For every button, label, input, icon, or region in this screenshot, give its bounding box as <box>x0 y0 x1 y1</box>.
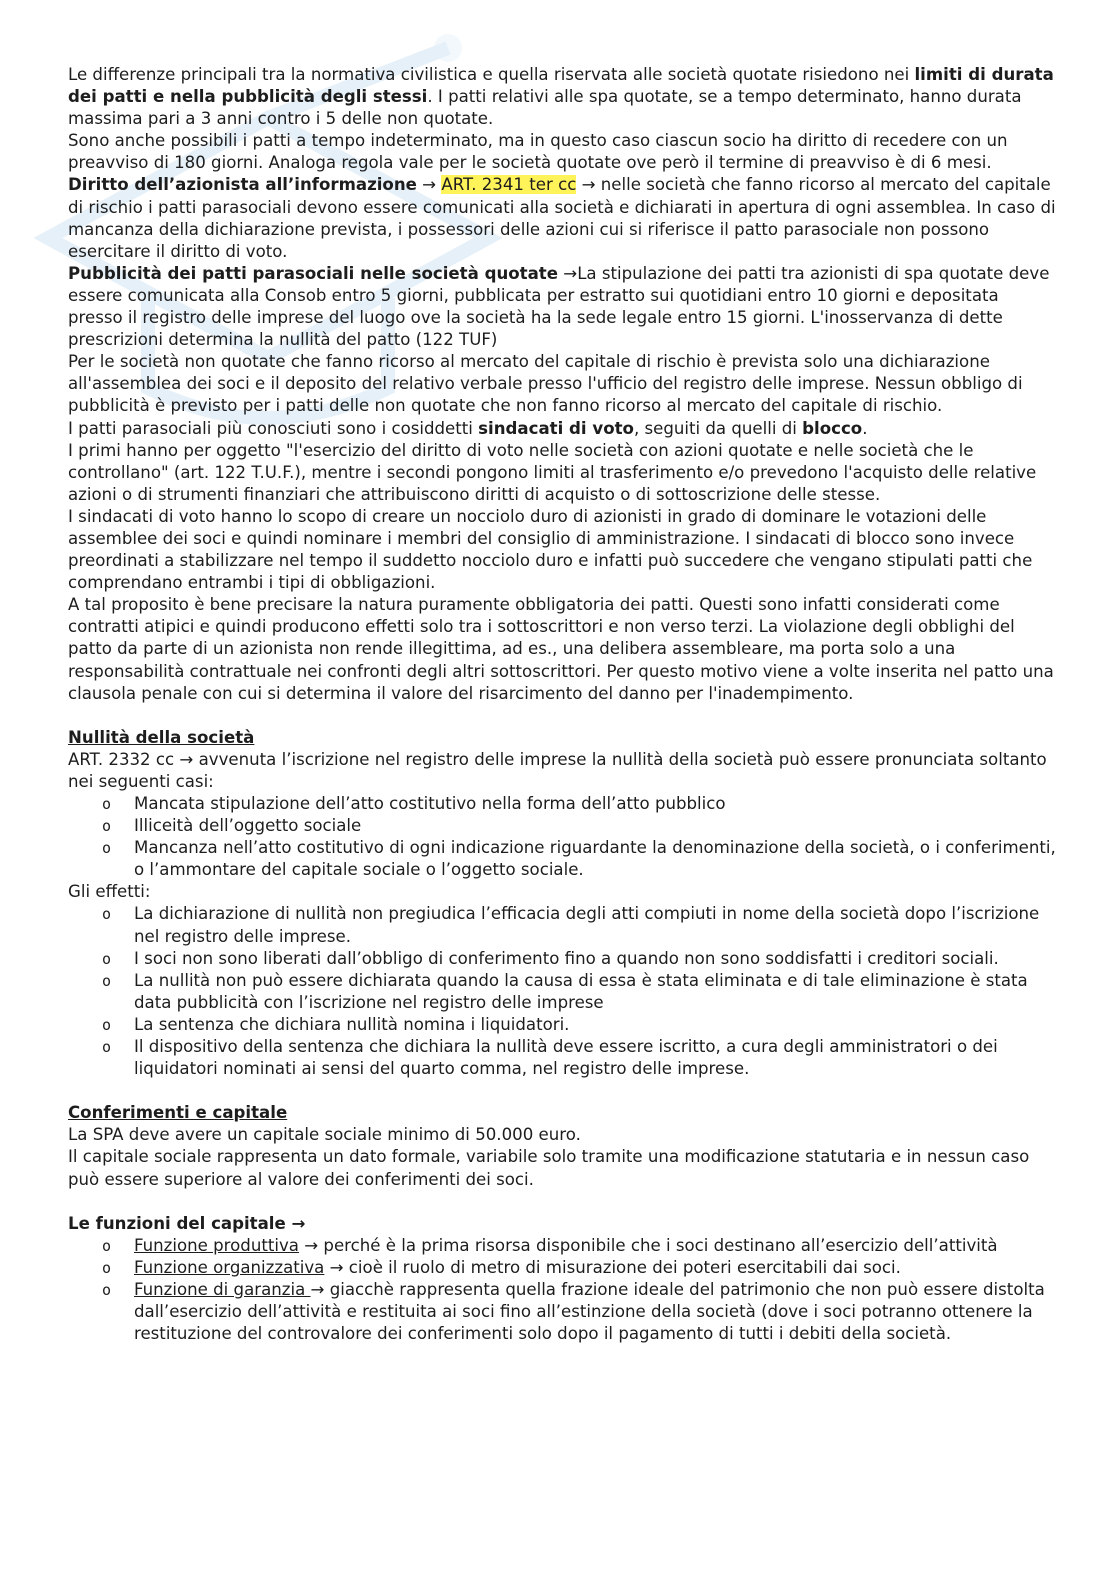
list-item: o La sentenza che dichiara nullità nomina i liquidatori. <box>134 1014 1058 1036</box>
paragraph-primi-secondi: I primi hanno per oggetto "l'esercizio del diritto di voto nelle società con azioni quotate e nelle società che le controllano" (art. 122 T.U.F.), mentre i secondi pongono limiti al trasferimento e/o prevedono l'acquisto delle relative azioni o di strumenti finanziari che attribuiscono diritti di acquisto o di sottoscrizione delle stesse. <box>68 440 1037 504</box>
list-item-funzione-garanzia: o Funzione di garanzia → giacchè rappresenta quella frazione ideale del patrimonio che non può essere distolta dall’esercizio dell’attività e restituita ai soci fino all’estinzione della società (dove i soci potranno ottenere la restituzione del controvalore dei conferimenti solo dopo il pagamento di tutti i debiti della società. <box>134 1279 1058 1345</box>
list-item-funzione-organizzativa: o Funzione organizzativa → cioè il ruolo di metro di misurazione dei poteri esercitabili dai soci. <box>134 1257 1058 1279</box>
list-item: o Il dispositivo della sentenza che dichiara la nullità deve essere iscritto, a cura degli amministratori o dei liquidatori nominati ai sensi del quarto comma, nel registro delle imprese. <box>134 1036 1058 1080</box>
list-item: o Illiceità dell’oggetto sociale <box>134 815 1058 837</box>
list-item: o Mancata stipulazione dell’atto costitutivo nella forma dell’atto pubblico <box>134 793 1058 815</box>
list-effetti <box>68 903 1058 1080</box>
diritto-informazione-title: Diritto dell’azionista all’informazione <box>68 175 417 195</box>
paragraph-natura-obbligatoria: A tal proposito è bene precisare la natura puramente obbligatoria dei patti. Questi sono infatti considerati come contratti atipici e quindi producono effetti solo tra i sottoscrittori e non verso terzi. La violazione degli obblighi del patto da parte di un azionista non rende illegittima, ad es., una delibera assembleare, ma porta solo a una responsabilità contrattuale nei confronti degli altri sottoscrittori. Per questo motivo viene a volte inserita nel patto una clausola penale con cui si determina il valore del risarcimento del danno per l'inadempimento. <box>68 595 1054 703</box>
pubblicita-title: Pubblicità dei patti parasociali nelle società quotate <box>68 263 558 283</box>
list-item-funzione-produttiva: o Funzione produttiva → perché è la prima risorsa disponibile che i soci destinano all’esercizio dell’attività <box>134 1235 1058 1257</box>
list-casi-nullita <box>68 793 1058 881</box>
paragraph-sindacati: I sindacati di voto hanno lo scopo di creare un nocciolo duro di azionisti in grado di dominare le votazioni delle assemblee dei soci e quindi nominare i membri del consiglio di amministrazione. I sindacati di blocco sono invece preordinati a stabilizzare nel tempo il suddetto nocciolo duro e infatti può succedere che vengano stipulati patti che comprendano entrambi i tipi di obbligazioni. <box>68 506 1033 593</box>
paragraph-tempo-indeterminato: Sono anche possibili i patti a tempo indeterminato, ma in questo caso ciascun socio ha diritto di recedere con un preavviso di 180 giorni. Analoga regola vale per le società quotate ove però il termine di preavviso è di 6 mesi. <box>68 131 1008 173</box>
paragraph-capitale-formale: Il capitale sociale rappresenta un dato formale, variabile solo tramite una modificazione statutaria e in nessun caso può essere superiore al valore dei conferimenti dei soci. <box>68 1147 1030 1189</box>
paragraph-patti-conosciuti: I patti parasociali più conosciuti sono i cosiddetti sindacati di voto, seguiti da quelli di blocco. <box>68 418 868 438</box>
list-item: o La dichiarazione di nullità non pregiudica l’efficacia degli atti compiuti in nome della società dopo l’iscrizione nel registro delle imprese. <box>134 903 1058 947</box>
paragraph-non-quotate: Per le società non quotate che fanno ricorso al mercato del capitale di rischio è prevista solo una dichiarazione all'assemblea dei soci e il deposito del relativo verbale presso l'ufficio del registro delle imprese. Nessun obbligo di pubblicità è previsto per i patti delle non quotate che non fanno ricorso al mercato del capitale di rischio. <box>68 352 1023 416</box>
paragraph-capitale-minimo: La SPA deve avere un capitale sociale minimo di 50.000 euro. <box>68 1125 581 1145</box>
paragraph-art-2332: ART. 2332 cc → avvenuta l’iscrizione nel registro delle imprese la nullità della società può essere pronunciata soltanto nei seguenti casi: <box>68 749 1047 791</box>
effetti-label: Gli effetti: <box>68 882 151 902</box>
list-funzioni <box>68 1235 1058 1345</box>
heading-conferimenti: Conferimenti e capitale <box>68 1103 288 1123</box>
list-item: o I soci non sono liberati dall’obbligo di conferimento fino a quando non sono soddisfatti i creditori sociali. <box>134 948 1058 970</box>
paragraph-pubblicita-quotate: Pubblicità dei patti parasociali nelle società quotate →La stipulazione dei patti tra azionisti di spa quotate deve essere comunicata alla Consob entro 5 giorni, pubblicata per estratto sui quotidiani entro 10 giorni e depositata presso il registro delle imprese del luogo ove la società ha la sede legale entro 15 giorni. L'inosservanza di dette prescrizioni determina la nullità del patto (122 TUF) <box>68 263 1050 350</box>
art-2341-highlight: ART. 2341 ter cc <box>441 175 577 195</box>
heading-funzioni: Le funzioni del capitale → <box>68 1213 306 1233</box>
paragraph-diritto-informazione: Diritto dell’azionista all’informazione → ART. 2341 ter cc → nelle società che fanno ricorso al mercato del capitale di rischio i patti parasociali devono essere comunicati alla società e dichiarati in apertura di ogni assemblea. In caso di mancanza della dichiarazione prevista, i possessori delle azioni cui si riferisce il patto parasociale non possono esercitare il diritto di voto. <box>68 175 1056 261</box>
document-page <box>68 64 1058 1345</box>
list-item: o Mancanza nell’atto costitutivo di ogni indicazione riguardante la denominazione della società, o i conferimenti, o l’ammontare del capitale sociale o l’oggetto sociale. <box>134 837 1058 881</box>
list-item: o La nullità non può essere dichiarata quando la causa di essa è stata eliminata e di tale eliminazione è stata data pubblicità con l’iscrizione nel registro delle imprese <box>134 970 1058 1014</box>
heading-nullita: Nullità della società <box>68 727 255 747</box>
paragraph-differenze: Le differenze principali tra la normativa civilistica e quella riservata alle società quotate risiedono nei limiti di durata dei patti e nella pubblicità degli stessi. I patti relativi alle spa quotate, se a tempo determinato, hanno durata massima pari a 3 anni contro i 5 delle non quotate. <box>68 65 1054 129</box>
